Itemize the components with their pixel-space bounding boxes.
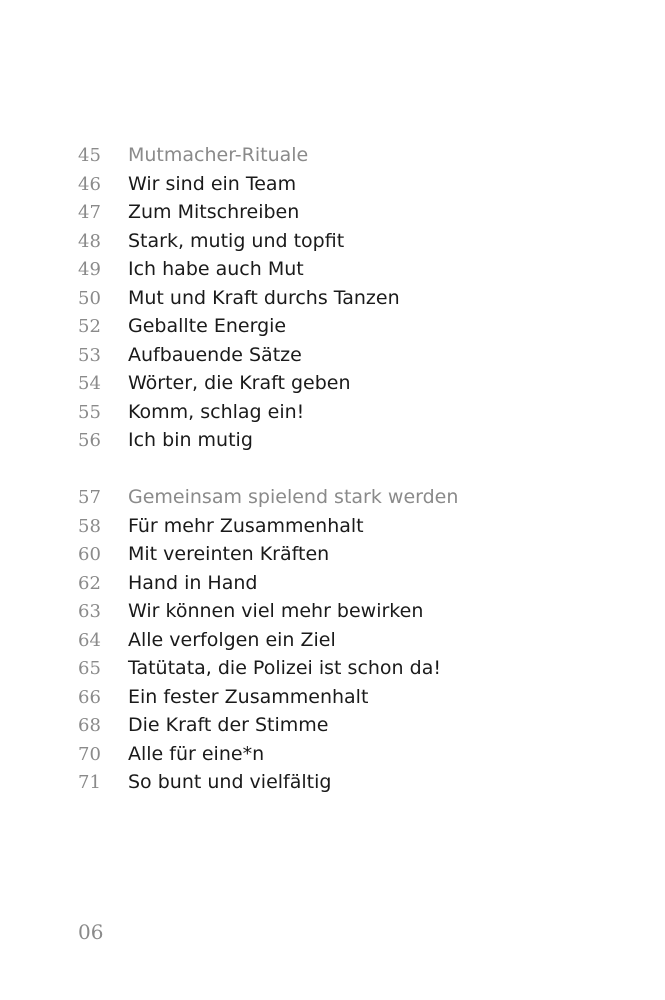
entry-title: Mut und Kraft durchs Tanzen — [128, 286, 400, 309]
toc-section-gemeinsam-spielend — [78, 483, 638, 797]
page-ref: 60 — [78, 544, 101, 565]
entry-title: Geballte Energie — [128, 315, 287, 337]
toc-entry[interactable] — [78, 284, 638, 313]
entry-title: Alle für eine*n — [128, 742, 265, 765]
page-ref: 53 — [78, 344, 101, 366]
page-ref: 49 — [78, 259, 101, 280]
section-heading[interactable] — [78, 141, 638, 170]
section-title: Gemeinsam spielend stark werden — [128, 486, 459, 508]
section-title: Mutmacher-Rituale — [128, 144, 309, 166]
toc-entry[interactable] — [78, 626, 638, 655]
page-ref: 65 — [78, 658, 101, 679]
entry-title: Ich habe auch Mut — [128, 258, 304, 280]
toc-entry[interactable] — [78, 683, 638, 712]
entry-title: Mit vereinten Kräften — [128, 543, 330, 565]
toc-entry[interactable] — [78, 597, 638, 626]
entry-title: Wörter, die Kraft geben — [128, 372, 351, 394]
page-ref: 56 — [78, 430, 101, 451]
toc-entry[interactable] — [78, 654, 638, 683]
page-ref: 64 — [78, 629, 101, 651]
page-ref: 57 — [78, 487, 101, 508]
page-ref: 63 — [78, 601, 101, 622]
page-ref: 46 — [78, 173, 101, 195]
page-ref: 50 — [78, 287, 101, 309]
page-ref: 68 — [78, 715, 101, 736]
table-of-contents — [78, 141, 638, 797]
toc-entry[interactable] — [78, 255, 638, 284]
toc-entry[interactable] — [78, 398, 638, 427]
toc-entry[interactable] — [78, 369, 638, 398]
toc-entry[interactable] — [78, 540, 638, 569]
entry-title: Für mehr Zusammenhalt — [128, 514, 364, 537]
toc-section-mutmacher-rituale — [78, 141, 638, 455]
page-ref: 70 — [78, 743, 101, 765]
page-ref: 55 — [78, 401, 101, 423]
entry-title: Ich bin mutig — [128, 429, 253, 451]
entry-title: Aufbauende Sätze — [128, 343, 302, 366]
toc-entry[interactable] — [78, 569, 638, 598]
entry-title: Zum Mitschreiben — [128, 201, 300, 223]
entry-title: Stark, mutig und topfit — [128, 229, 345, 252]
page-ref: 54 — [78, 373, 101, 394]
page-ref: 58 — [78, 515, 101, 537]
section-heading[interactable] — [78, 483, 638, 512]
toc-entry[interactable] — [78, 198, 638, 227]
entry-title: Wir sind ein Team — [128, 172, 297, 195]
toc-entry[interactable] — [78, 768, 638, 797]
toc-entry[interactable] — [78, 740, 638, 769]
toc-entry[interactable] — [78, 170, 638, 199]
page-number: 06 — [78, 920, 104, 944]
page-ref: 52 — [78, 316, 101, 337]
toc-entry[interactable] — [78, 341, 638, 370]
entry-title: So bunt und vielfältig — [128, 771, 332, 793]
toc-entry[interactable] — [78, 426, 638, 455]
toc-entry[interactable] — [78, 227, 638, 256]
entry-title: Wir können viel mehr bewirken — [128, 600, 424, 622]
entry-title: Ein fester Zusammenhalt — [128, 685, 369, 708]
entry-title: Tatütata, die Polizei ist schon da! — [128, 657, 441, 679]
toc-entry[interactable] — [78, 512, 638, 541]
entry-title: Hand in Hand — [128, 571, 258, 594]
entry-title: Komm, schlag ein! — [128, 400, 305, 423]
entry-title: Alle verfolgen ein Ziel — [128, 628, 336, 651]
toc-entry[interactable] — [78, 711, 638, 740]
page-ref: 45 — [78, 145, 101, 166]
page-ref: 71 — [78, 772, 101, 793]
page-ref: 66 — [78, 686, 101, 708]
page-ref: 47 — [78, 202, 101, 223]
page-ref: 62 — [78, 572, 101, 594]
entry-title: Die Kraft der Stimme — [128, 714, 329, 736]
toc-entry[interactable] — [78, 312, 638, 341]
page-ref: 48 — [78, 230, 101, 252]
